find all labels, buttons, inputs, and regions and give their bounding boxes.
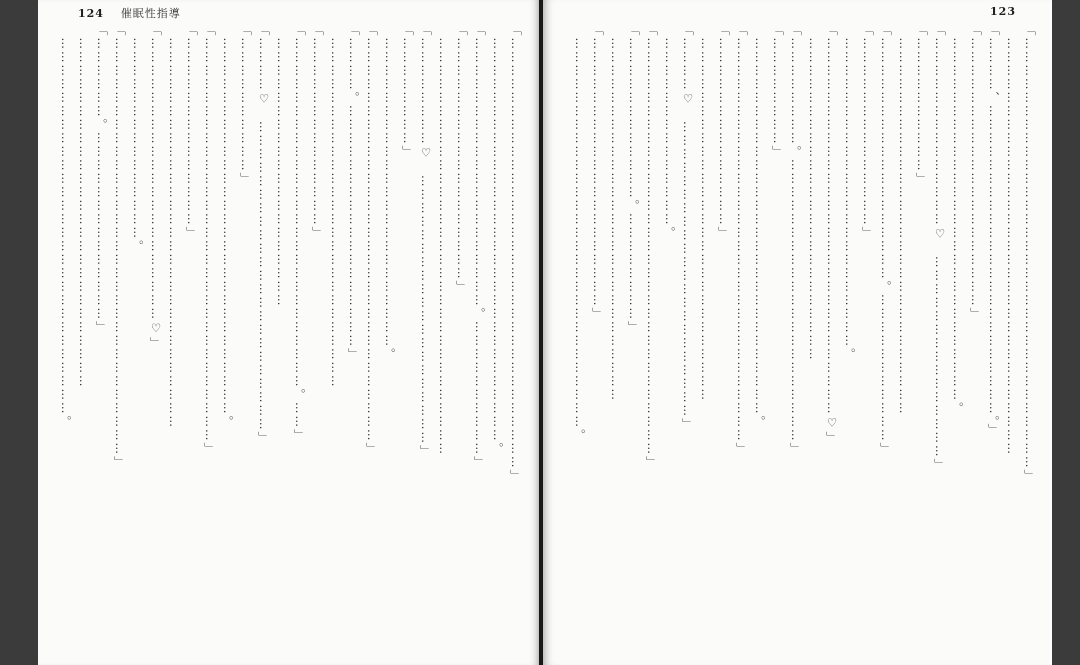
page-number-left: 124 (78, 7, 104, 20)
text-column: …………………………………………………………………………。 (221, 24, 235, 429)
text-column: 「…………………………」 (915, 24, 929, 186)
text-column: 「………………………………………………」 (455, 24, 469, 294)
text-column: …………………………………………………………………………… (167, 24, 181, 429)
text-column: ……………………………………………………………………… (699, 24, 713, 402)
text-column: 「……………………………………………………………………………………」 (1023, 24, 1037, 483)
text-column: 「……………………………………………………。…………………………」 (473, 24, 487, 470)
text-column: ………………………………………………………………………。 (951, 24, 965, 416)
page-header-left (78, 5, 181, 21)
text-column: 「………………。……………………………………」 (95, 24, 109, 335)
page-body-right (561, 24, 1039, 649)
text-column: 「…………♡ ……………………………………………………………」 (257, 24, 271, 445)
text-column: ……………………………………。 (663, 24, 677, 240)
text-column: 「……………………………………………………………………。……」 (293, 24, 307, 443)
text-column: 「……………………………………」 (185, 24, 199, 240)
page-left (38, 0, 539, 665)
text-column: 「…………………………」 (239, 24, 253, 186)
text-column: 「……………………………………………………」 (591, 24, 605, 321)
text-column: ……………………………………………………………………… (609, 24, 623, 402)
text-column: ……………………………………………………………… (807, 24, 821, 362)
text-column: 「………………………………………………。……………………………」 (879, 24, 893, 456)
text-column: 「…………♡ …………………………………………………………」 (681, 24, 695, 432)
text-column: 「……………………♡ ……………………………………………………」 (419, 24, 433, 459)
text-column: 「…………………………………………………………………………♡」 (825, 24, 839, 445)
text-column: ………………………………………………………………………………。 (491, 24, 505, 456)
text-column: 「……………………………………」 (861, 24, 875, 240)
text-column: 「………………………………………………………………………………」 (365, 24, 379, 456)
text-column: 「………………………………………………………♡」 (149, 24, 163, 351)
text-column: ………………………………………………………………………………… (1005, 24, 1019, 456)
text-column: ………………………………………………………………………………… (437, 24, 451, 456)
page-number-right: 123 (990, 5, 1016, 18)
text-column: 「…………………………………………………………………………………」 (113, 24, 127, 470)
text-column: ………………………………………………………………………… (897, 24, 911, 416)
text-column: ………………………………………。 (131, 24, 145, 254)
page-right (543, 0, 1052, 665)
text-column: 「……………………」 (771, 24, 785, 159)
text-column: 「……………………。………………………………………………………」 (789, 24, 803, 456)
text-column: 「……………………」 (401, 24, 415, 159)
text-column: 「……………………………………」 (311, 24, 325, 240)
text-column: …………………………………………………………………………。 (59, 24, 73, 429)
text-column: 「…………………………………………………………………………………」 (645, 24, 659, 470)
text-column: 「………………………………………………………………………………」 (735, 24, 749, 456)
text-column: ……………………………………………………………。 (383, 24, 397, 362)
text-column: 「……………………………………」 (717, 24, 731, 240)
text-column: 「………………………………………………………………………………」 (203, 24, 217, 456)
text-column: 「……………………………………………………」 (969, 24, 983, 321)
text-column: …………………………………………………… (275, 24, 289, 308)
text-column: ……………………………………………………………………………。 (573, 24, 587, 443)
text-column: ……………………………………………………………。 (843, 24, 857, 362)
text-column: 「…………、……………………………………………………………。」 (987, 24, 1001, 437)
text-column: 「……………………………………………………………………………………」 (509, 24, 523, 483)
page-body-left (52, 24, 525, 649)
text-column: …………………………………………………………………… (329, 24, 343, 389)
text-column: …………………………………………………………………… (77, 24, 91, 389)
text-column: 「……………………………………♡ ………………………………………」 (933, 24, 947, 472)
text-column: 「…………。………………………………………………」 (347, 24, 361, 362)
running-title: 催眠性指導 (120, 7, 181, 20)
text-column: 「………………………………。……………………」 (627, 24, 641, 335)
page-header-right (990, 5, 1028, 18)
text-column: …………………………………………………………………………。 (753, 24, 767, 429)
